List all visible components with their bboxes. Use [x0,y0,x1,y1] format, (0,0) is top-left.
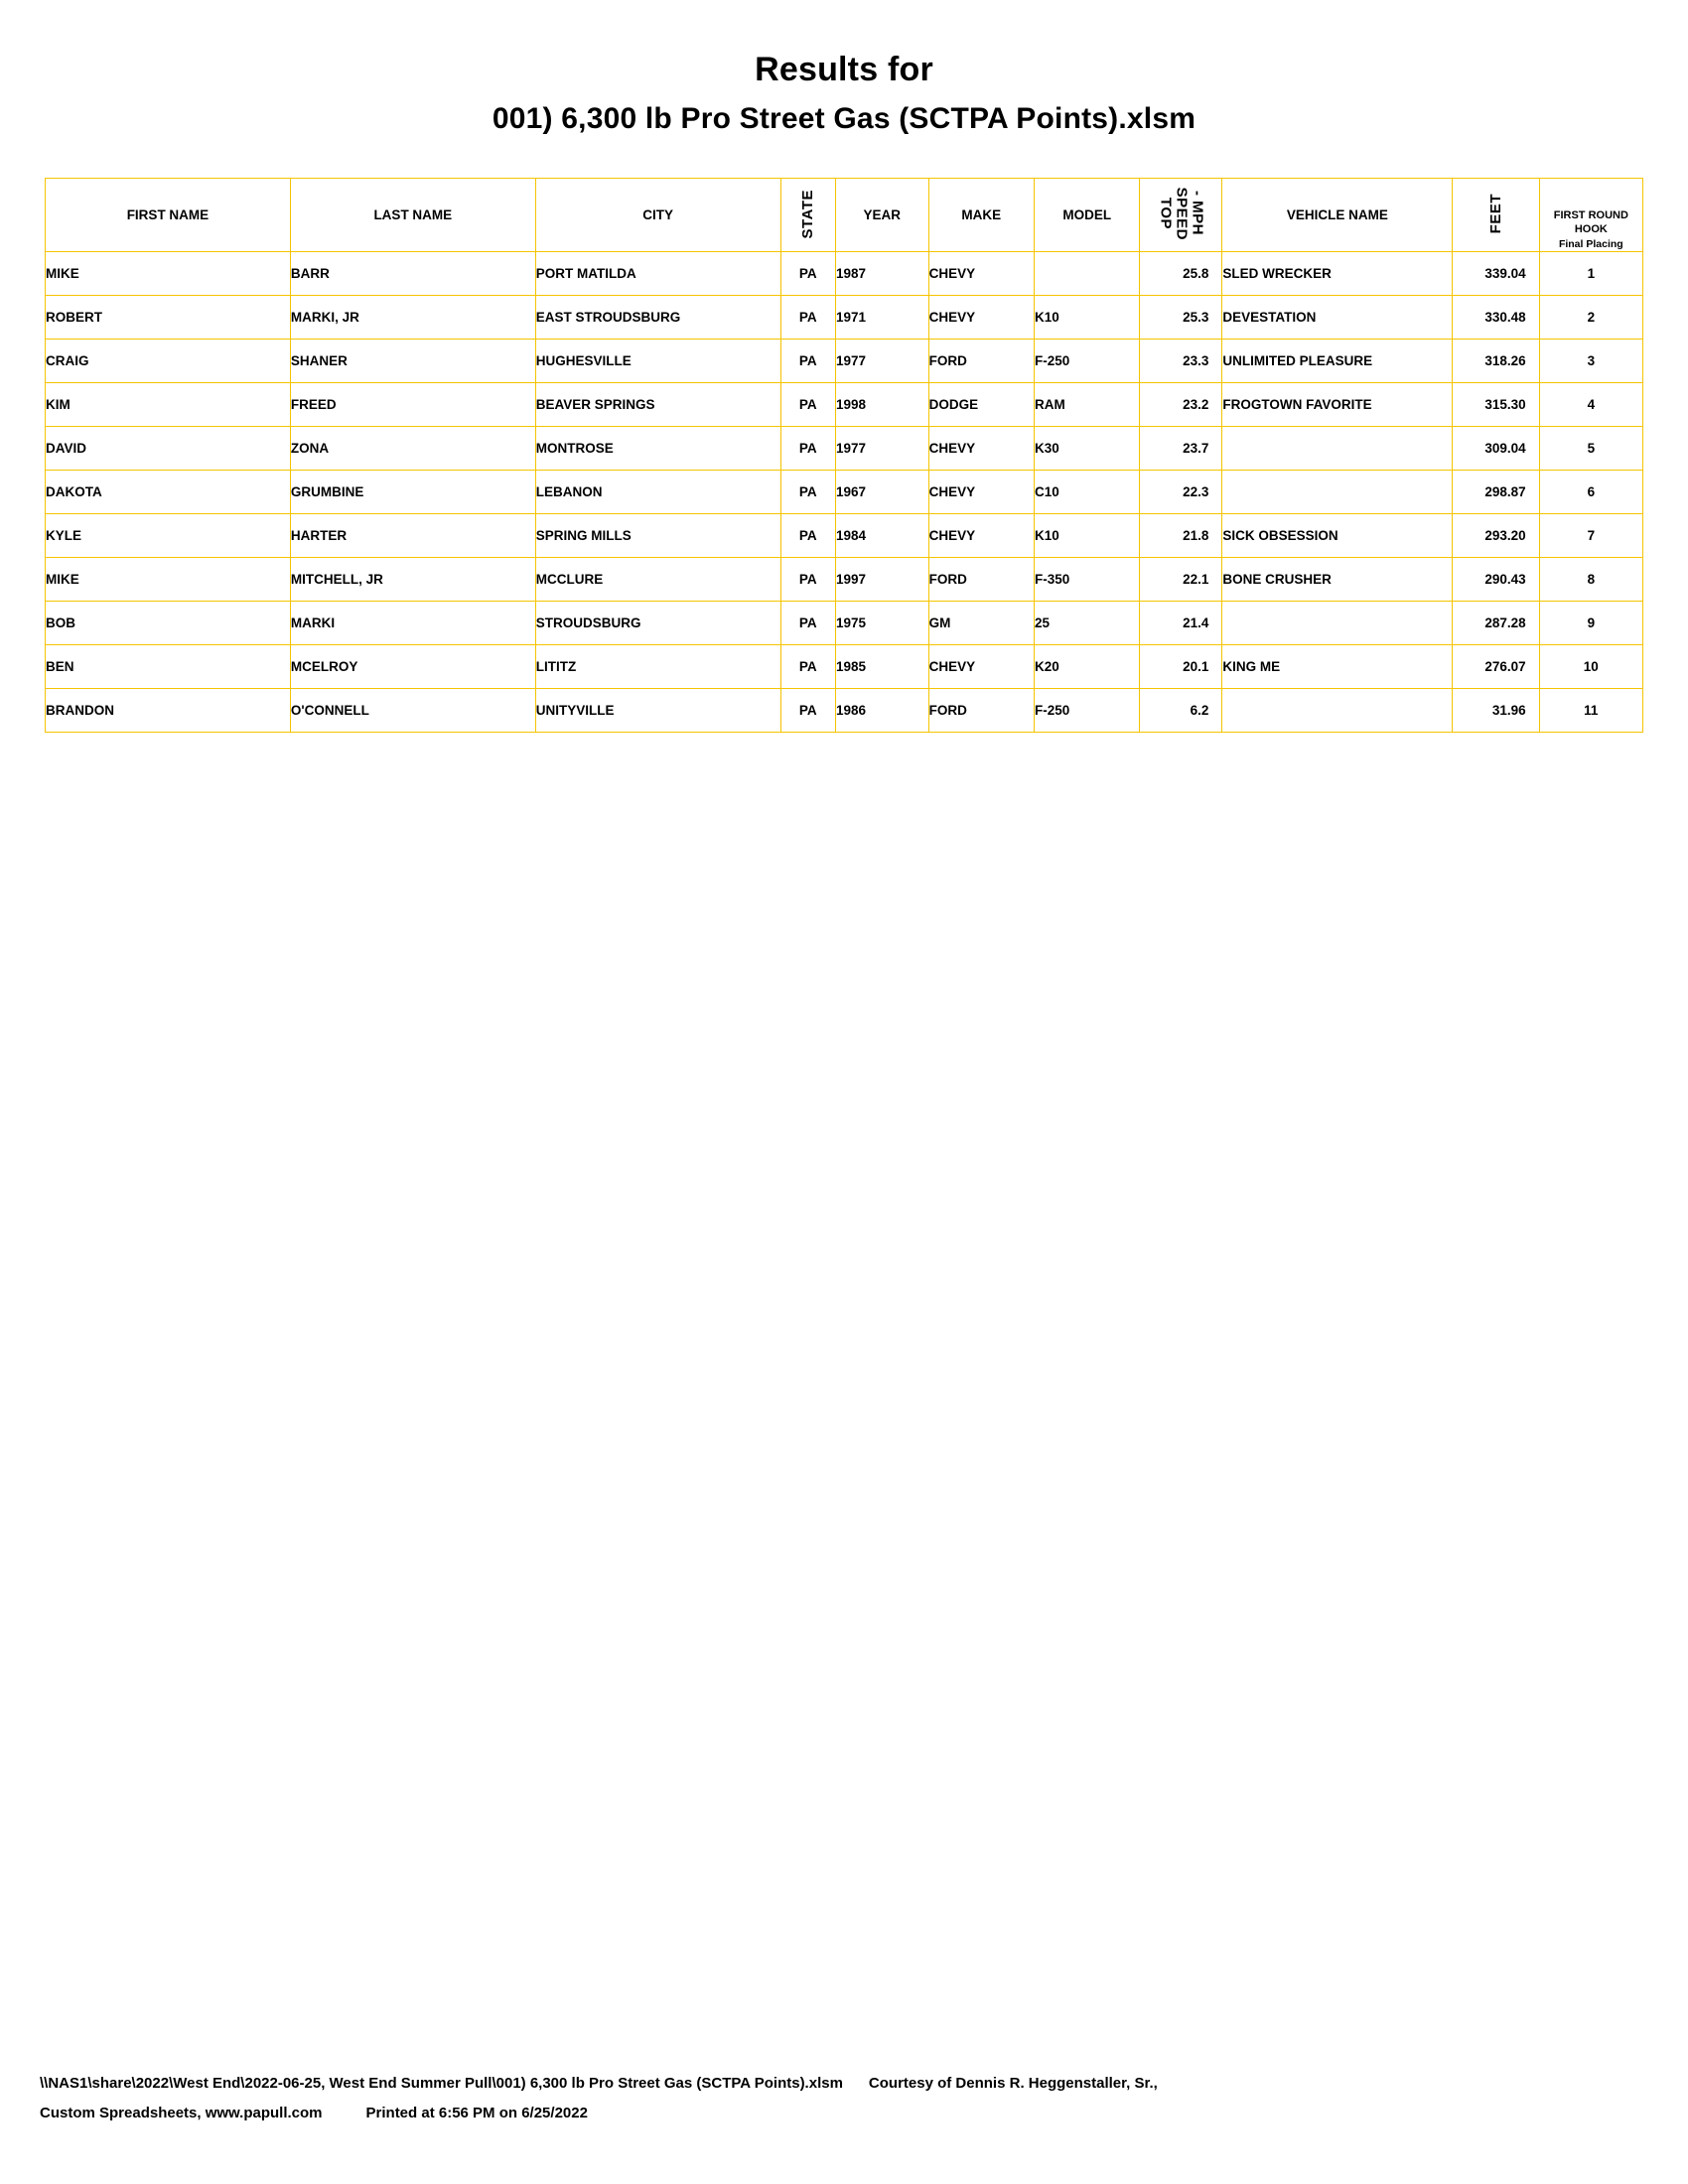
column-header-first-name: FIRST NAME [46,179,291,252]
column-header-state: STATE [780,179,835,252]
cell-year: 1985 [835,645,928,689]
cell-state: PA [780,252,835,296]
cell-top-speed: 21.4 [1140,602,1222,645]
cell-top-speed: 21.8 [1140,514,1222,558]
cell-city: PORT MATILDA [535,252,780,296]
table-row [46,252,1643,296]
column-header-final-placing: FIRST ROUND HOOK Final Placing [1539,179,1642,252]
cell-make: CHEVY [928,471,1034,514]
results-table [45,178,1643,733]
cell-last-name: BARR [290,252,535,296]
cell-make: CHEVY [928,296,1034,340]
cell-vehicle-name [1222,471,1453,514]
cell-first-name: BOB [46,602,291,645]
cell-placing: 10 [1539,645,1642,689]
cell-last-name: ZONA [290,427,535,471]
cell-vehicle-name: SICK OBSESSION [1222,514,1453,558]
cell-last-name: MCELROY [290,645,535,689]
cell-city: HUGHESVILLE [535,340,780,383]
cell-vehicle-name: BONE CRUSHER [1222,558,1453,602]
cell-year: 1984 [835,514,928,558]
cell-top-speed: 25.8 [1140,252,1222,296]
table-row [46,689,1643,733]
table-row [46,602,1643,645]
cell-vehicle-name: KING ME [1222,645,1453,689]
cell-make: DODGE [928,383,1034,427]
cell-first-name: MIKE [46,558,291,602]
cell-make: FORD [928,340,1034,383]
cell-last-name: GRUMBINE [290,471,535,514]
cell-last-name: MARKI, JR [290,296,535,340]
cell-top-speed: 25.3 [1140,296,1222,340]
cell-year: 1967 [835,471,928,514]
cell-state: PA [780,471,835,514]
table-row [46,296,1643,340]
cell-model: 25 [1035,602,1140,645]
cell-state: PA [780,340,835,383]
column-header-year: YEAR [835,179,928,252]
cell-year: 1987 [835,252,928,296]
table-row [46,645,1643,689]
cell-city: STROUDSBURG [535,602,780,645]
footer-path: \\NAS1\share\2022\West End\2022-06-25, West End Summer Pull\001) 6,300 lb Pro Street Gas (SCTPA Points).xlsm [40,2075,843,2092]
cell-year: 1977 [835,427,928,471]
cell-first-name: DAKOTA [46,471,291,514]
title-line-2: 001) 6,300 lb Pro Street Gas (SCTPA Points).xlsm [492,101,1196,135]
cell-placing: 8 [1539,558,1642,602]
cell-city: LEBANON [535,471,780,514]
cell-state: PA [780,296,835,340]
cell-placing: 2 [1539,296,1642,340]
cell-last-name: HARTER [290,514,535,558]
cell-model: K20 [1035,645,1140,689]
page-title [40,0,1648,140]
cell-top-speed: 22.1 [1140,558,1222,602]
cell-feet: 293.20 [1453,514,1539,558]
column-header-make: MAKE [928,179,1034,252]
cell-feet: 31.96 [1453,689,1539,733]
cell-first-name: CRAIG [46,340,291,383]
cell-model: F-350 [1035,558,1140,602]
cell-year: 1977 [835,340,928,383]
column-header-model: MODEL [1035,179,1140,252]
cell-make: CHEVY [928,427,1034,471]
cell-make: CHEVY [928,514,1034,558]
cell-city: BEAVER SPRINGS [535,383,780,427]
footer-line-1 [40,2069,1648,2099]
table-row [46,383,1643,427]
column-header-city: CITY [535,179,780,252]
table-row [46,558,1643,602]
cell-vehicle-name: DEVESTATION [1222,296,1453,340]
cell-first-name: KYLE [46,514,291,558]
cell-model: F-250 [1035,340,1140,383]
cell-first-name: MIKE [46,252,291,296]
table-row [46,471,1643,514]
cell-year: 1997 [835,558,928,602]
footer-company: Custom Spreadsheets, www.papull.com [40,2105,323,2121]
cell-feet: 287.28 [1453,602,1539,645]
cell-model [1035,252,1140,296]
cell-top-speed: 20.1 [1140,645,1222,689]
cell-placing: 1 [1539,252,1642,296]
table-row [46,340,1643,383]
cell-city: UNITYVILLE [535,689,780,733]
cell-last-name: SHANER [290,340,535,383]
cell-make: FORD [928,689,1034,733]
cell-placing: 6 [1539,471,1642,514]
cell-model: F-250 [1035,689,1140,733]
cell-state: PA [780,645,835,689]
cell-model: K10 [1035,514,1140,558]
cell-year: 1998 [835,383,928,427]
cell-state: PA [780,514,835,558]
cell-placing: 5 [1539,427,1642,471]
cell-city: LITITZ [535,645,780,689]
cell-model: K10 [1035,296,1140,340]
cell-city: MONTROSE [535,427,780,471]
cell-placing: 9 [1539,602,1642,645]
cell-year: 1975 [835,602,928,645]
cell-vehicle-name: UNLIMITED PLEASURE [1222,340,1453,383]
cell-model: K30 [1035,427,1140,471]
table-body [46,252,1643,733]
cell-feet: 290.43 [1453,558,1539,602]
cell-vehicle-name [1222,689,1453,733]
footer-courtesy: Courtesy of Dennis R. Heggenstaller, Sr., [868,2075,1158,2092]
footer-line-2 [40,2099,1648,2128]
cell-city: MCCLURE [535,558,780,602]
cell-top-speed: 23.3 [1140,340,1222,383]
cell-feet: 309.04 [1453,427,1539,471]
cell-state: PA [780,383,835,427]
cell-feet: 315.30 [1453,383,1539,427]
table-header-row [46,179,1643,252]
cell-feet: 330.48 [1453,296,1539,340]
cell-last-name: O'CONNELL [290,689,535,733]
table-row [46,514,1643,558]
cell-city: EAST STROUDSBURG [535,296,780,340]
column-header-last-name: LAST NAME [290,179,535,252]
cell-city: SPRING MILLS [535,514,780,558]
cell-first-name: KIM [46,383,291,427]
cell-last-name: MITCHELL, JR [290,558,535,602]
table-row [46,427,1643,471]
column-header-top-speed [1140,179,1222,252]
cell-feet: 318.26 [1453,340,1539,383]
cell-feet: 276.07 [1453,645,1539,689]
cell-placing: 3 [1539,340,1642,383]
cell-make: GM [928,602,1034,645]
cell-placing: 7 [1539,514,1642,558]
cell-first-name: DAVID [46,427,291,471]
cell-first-name: BEN [46,645,291,689]
top-speed-header-text: TOP SPEED - MPH [1157,187,1206,241]
cell-state: PA [780,602,835,645]
cell-state: PA [780,558,835,602]
cell-vehicle-name [1222,427,1453,471]
footer [40,2069,1648,2128]
cell-placing: 11 [1539,689,1642,733]
cell-make: FORD [928,558,1034,602]
cell-vehicle-name: FROGTOWN FAVORITE [1222,383,1453,427]
cell-last-name: MARKI [290,602,535,645]
cell-make: CHEVY [928,252,1034,296]
column-header-feet: FEET [1453,179,1539,252]
cell-vehicle-name [1222,602,1453,645]
cell-vehicle-name: SLED WRECKER [1222,252,1453,296]
cell-model: C10 [1035,471,1140,514]
cell-top-speed: 6.2 [1140,689,1222,733]
cell-first-name: BRANDON [46,689,291,733]
cell-last-name: FREED [290,383,535,427]
cell-state: PA [780,427,835,471]
title-line-1: Results for [755,51,933,88]
cell-top-speed: 23.7 [1140,427,1222,471]
cell-year: 1986 [835,689,928,733]
cell-placing: 4 [1539,383,1642,427]
cell-first-name: ROBERT [46,296,291,340]
cell-model: RAM [1035,383,1140,427]
column-header-vehicle-name: VEHICLE NAME [1222,179,1453,252]
cell-state: PA [780,689,835,733]
cell-top-speed: 22.3 [1140,471,1222,514]
cell-top-speed: 23.2 [1140,383,1222,427]
cell-feet: 339.04 [1453,252,1539,296]
cell-year: 1971 [835,296,928,340]
cell-make: CHEVY [928,645,1034,689]
footer-printed: Printed at 6:56 PM on 6/25/2022 [365,2105,588,2121]
cell-feet: 298.87 [1453,471,1539,514]
